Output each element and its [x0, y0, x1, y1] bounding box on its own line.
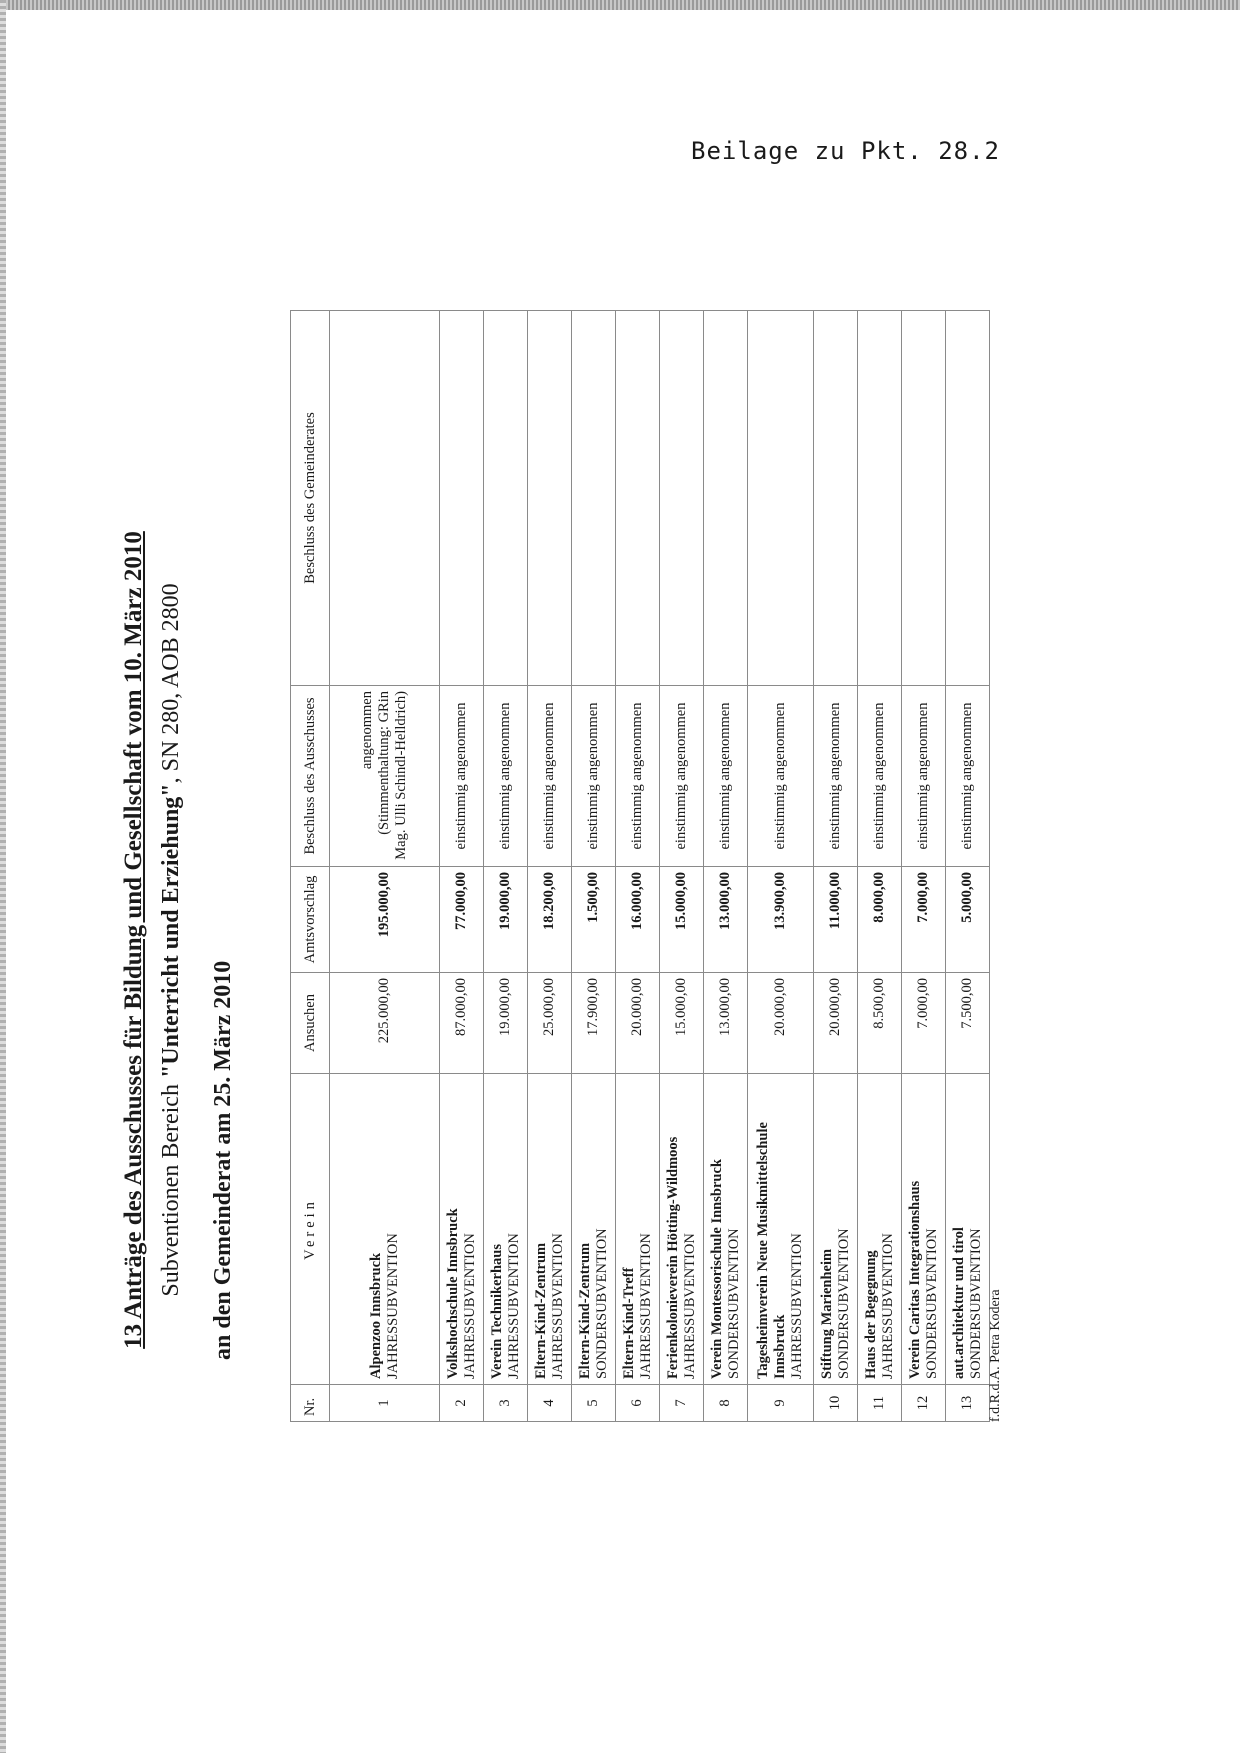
- row-ansuchen: 17.900,00: [572, 973, 616, 1074]
- row-verein: [946, 1074, 990, 1385]
- header-amtsvorschlag: Amtsvorschlag: [291, 867, 330, 973]
- verein-name: Eltern-Kind-Treff: [620, 1267, 637, 1379]
- signature-line: f.d.R.d.A. Petra Kodera: [988, 1289, 1003, 1422]
- row-verein: [440, 1074, 484, 1385]
- row-beschluss-gemeinderat: [528, 311, 572, 686]
- subvention-type: SONDERSUBVENTION: [967, 1228, 984, 1379]
- row-nr: 9: [748, 1385, 814, 1422]
- subvention-type: JAHRESSUBVENTION: [549, 1233, 566, 1379]
- row-beschluss-ausschuss: einstimmig angenommen: [484, 686, 528, 867]
- table-row: [858, 311, 902, 1422]
- table-row: [748, 311, 814, 1422]
- table-row: [484, 311, 528, 1422]
- subvention-type: JAHRESSUBVENTION: [637, 1233, 654, 1379]
- row-beschluss-ausschuss: angenommen (Stimmenthaltung: GRin Mag. Ulli Schindl-Helldrich): [330, 686, 440, 867]
- row-ansuchen: 20.000,00: [748, 973, 814, 1074]
- row-beschluss-ausschuss: einstimmig angenommen: [902, 686, 946, 867]
- row-ansuchen: 7.000,00: [902, 973, 946, 1074]
- table-row: [572, 311, 616, 1422]
- row-beschluss-gemeinderat: [440, 311, 484, 686]
- row-beschluss-gemeinderat: [814, 311, 858, 686]
- attachment-reference: Beilage zu Pkt. 28.2: [691, 137, 1000, 165]
- verein-name: Verein Montessorischule Innsbruck: [708, 1159, 725, 1379]
- row-beschluss-gemeinderat: [330, 311, 440, 686]
- subvention-type: SONDERSUBVENTION: [835, 1228, 852, 1379]
- table-row: [440, 311, 484, 1422]
- document-title: 13 Anträge des Ausschusses für Bildung und Gesellschaft vom 10. März 2010: [120, 531, 147, 1349]
- row-amtsvorschlag: 7.000,00: [902, 867, 946, 973]
- row-nr: 2: [440, 1385, 484, 1422]
- subvention-type: SONDERSUBVENTION: [923, 1228, 940, 1379]
- row-nr: 12: [902, 1385, 946, 1422]
- row-nr: 1: [330, 1385, 440, 1422]
- verein-name: Verein Technikerhaus: [488, 1244, 505, 1379]
- row-beschluss-gemeinderat: [572, 311, 616, 686]
- table-body: [330, 311, 990, 1422]
- verein-name: Eltern-Kind-Zentrum: [532, 1242, 549, 1379]
- row-ansuchen: 20.000,00: [616, 973, 660, 1074]
- table-row: [814, 311, 858, 1422]
- row-verein: [484, 1074, 528, 1385]
- grants-table: [290, 310, 990, 1422]
- row-verein: [330, 1074, 440, 1385]
- row-beschluss-gemeinderat: [660, 311, 704, 686]
- header-ansuchen: Ansuchen: [291, 973, 330, 1074]
- subvention-type: JAHRESSUBVENTION: [681, 1233, 698, 1379]
- row-amtsvorschlag: 5.000,00: [946, 867, 990, 973]
- row-amtsvorschlag: 13.000,00: [704, 867, 748, 973]
- verein-name: Haus der Begegnung: [862, 1250, 879, 1379]
- verein-name: aut.architektur und tirol: [950, 1227, 967, 1379]
- row-ansuchen: 8.500,00: [858, 973, 902, 1074]
- header-nr: Nr.: [291, 1385, 330, 1422]
- row-verein: [616, 1074, 660, 1385]
- header-beschluss-gemeinderat: Beschluss des Gemeinderates: [291, 311, 330, 686]
- row-beschluss-ausschuss: einstimmig angenommen: [704, 686, 748, 867]
- row-verein: [572, 1074, 616, 1385]
- row-beschluss-ausschuss: einstimmig angenommen: [946, 686, 990, 867]
- row-beschluss-ausschuss: einstimmig angenommen: [572, 686, 616, 867]
- row-ansuchen: 15.000,00: [660, 973, 704, 1074]
- row-beschluss-ausschuss: einstimmig angenommen: [528, 686, 572, 867]
- subvention-type: JAHRESSUBVENTION: [788, 1233, 805, 1379]
- document-subtitle: [158, 440, 185, 1440]
- header-verein: Verein: [291, 1074, 330, 1385]
- table-row: [616, 311, 660, 1422]
- table-row: [902, 311, 946, 1422]
- subvention-type: JAHRESSUBVENTION: [505, 1233, 522, 1379]
- row-verein: [704, 1074, 748, 1385]
- subvention-type: SONDERSUBVENTION: [593, 1228, 610, 1379]
- row-beschluss-ausschuss: einstimmig angenommen: [814, 686, 858, 867]
- row-amtsvorschlag: 16.000,00: [616, 867, 660, 973]
- row-nr: 11: [858, 1385, 902, 1422]
- row-amtsvorschlag: 15.000,00: [660, 867, 704, 973]
- row-beschluss-ausschuss: einstimmig angenommen: [616, 686, 660, 867]
- subvention-type: SONDERSUBVENTION: [725, 1228, 742, 1379]
- row-nr: 4: [528, 1385, 572, 1422]
- row-nr: 8: [704, 1385, 748, 1422]
- row-verein: [858, 1074, 902, 1385]
- subtitle-prefix: Subventionen Bereich: [158, 1078, 184, 1297]
- row-ansuchen: 87.000,00: [440, 973, 484, 1074]
- row-verein: [528, 1074, 572, 1385]
- table-row: [704, 311, 748, 1422]
- row-beschluss-ausschuss: einstimmig angenommen: [858, 686, 902, 867]
- verein-name: Tagesheimverein Neue Musikmittelschule Innsbruck: [755, 1122, 789, 1379]
- row-ansuchen: 25.000,00: [528, 973, 572, 1074]
- row-verein: [660, 1074, 704, 1385]
- row-beschluss-gemeinderat: [484, 311, 528, 686]
- verein-name: Stiftung Marienheim: [818, 1248, 835, 1379]
- row-beschluss-gemeinderat: [704, 311, 748, 686]
- row-ansuchen: 7.500,00: [946, 973, 990, 1074]
- row-beschluss-ausschuss: einstimmig angenommen: [660, 686, 704, 867]
- row-nr: 7: [660, 1385, 704, 1422]
- row-amtsvorschlag: 8.000,00: [858, 867, 902, 973]
- row-ansuchen: 225.000,00: [330, 973, 440, 1074]
- row-beschluss-gemeinderat: [748, 311, 814, 686]
- row-amtsvorschlag: 195.000,00: [330, 867, 440, 973]
- subvention-type: JAHRESSUBVENTION: [384, 1233, 401, 1379]
- row-amtsvorschlag: 1.500,00: [572, 867, 616, 973]
- row-amtsvorschlag: 13.900,00: [748, 867, 814, 973]
- document-body: [120, 412, 1020, 1440]
- header-beschluss-ausschuss: Beschluss des Ausschusses: [291, 686, 330, 867]
- meeting-line: an den Gemeinderat am 25. März 2010: [210, 960, 236, 1360]
- row-nr: 13: [946, 1385, 990, 1422]
- row-nr: 6: [616, 1385, 660, 1422]
- row-verein: [748, 1074, 814, 1385]
- table-row: [330, 311, 440, 1422]
- row-amtsvorschlag: 77.000,00: [440, 867, 484, 973]
- subtitle-area: "Unterricht und Erziehung": [158, 783, 184, 1079]
- table-row: [946, 311, 990, 1422]
- row-nr: 5: [572, 1385, 616, 1422]
- table-header-row: [291, 311, 330, 1422]
- row-amtsvorschlag: 18.200,00: [528, 867, 572, 973]
- row-beschluss-gemeinderat: [946, 311, 990, 686]
- row-beschluss-gemeinderat: [858, 311, 902, 686]
- table-row: [660, 311, 704, 1422]
- subvention-type: JAHRESSUBVENTION: [461, 1233, 478, 1379]
- row-beschluss-ausschuss: einstimmig angenommen: [440, 686, 484, 867]
- subtitle-suffix: , SN 280, AOB 2800: [158, 583, 184, 784]
- verein-name: Eltern-Kind-Zentrum: [576, 1242, 593, 1379]
- table-row: [528, 311, 572, 1422]
- row-nr: 10: [814, 1385, 858, 1422]
- row-amtsvorschlag: 19.000,00: [484, 867, 528, 973]
- row-nr: 3: [484, 1385, 528, 1422]
- row-beschluss-ausschuss: einstimmig angenommen: [748, 686, 814, 867]
- row-verein: [814, 1074, 858, 1385]
- row-beschluss-gemeinderat: [616, 311, 660, 686]
- scan-edge-left: [0, 0, 6, 1753]
- row-verein: [902, 1074, 946, 1385]
- row-beschluss-gemeinderat: [902, 311, 946, 686]
- verein-name: Verein Caritas Integrationshaus: [906, 1180, 923, 1379]
- row-ansuchen: 13.000,00: [704, 973, 748, 1074]
- verein-name: Volkshochschule Innsbruck: [444, 1208, 461, 1379]
- row-ansuchen: 20.000,00: [814, 973, 858, 1074]
- scan-edge-top: [0, 0, 1240, 10]
- row-amtsvorschlag: 11.000,00: [814, 867, 858, 973]
- verein-name: Ferienkolonieverein Hötting-Wildmoos: [664, 1136, 681, 1379]
- subvention-type: JAHRESSUBVENTION: [879, 1233, 896, 1379]
- verein-name: Alpenzoo Innsbruck: [367, 1252, 384, 1379]
- row-ansuchen: 19.000,00: [484, 973, 528, 1074]
